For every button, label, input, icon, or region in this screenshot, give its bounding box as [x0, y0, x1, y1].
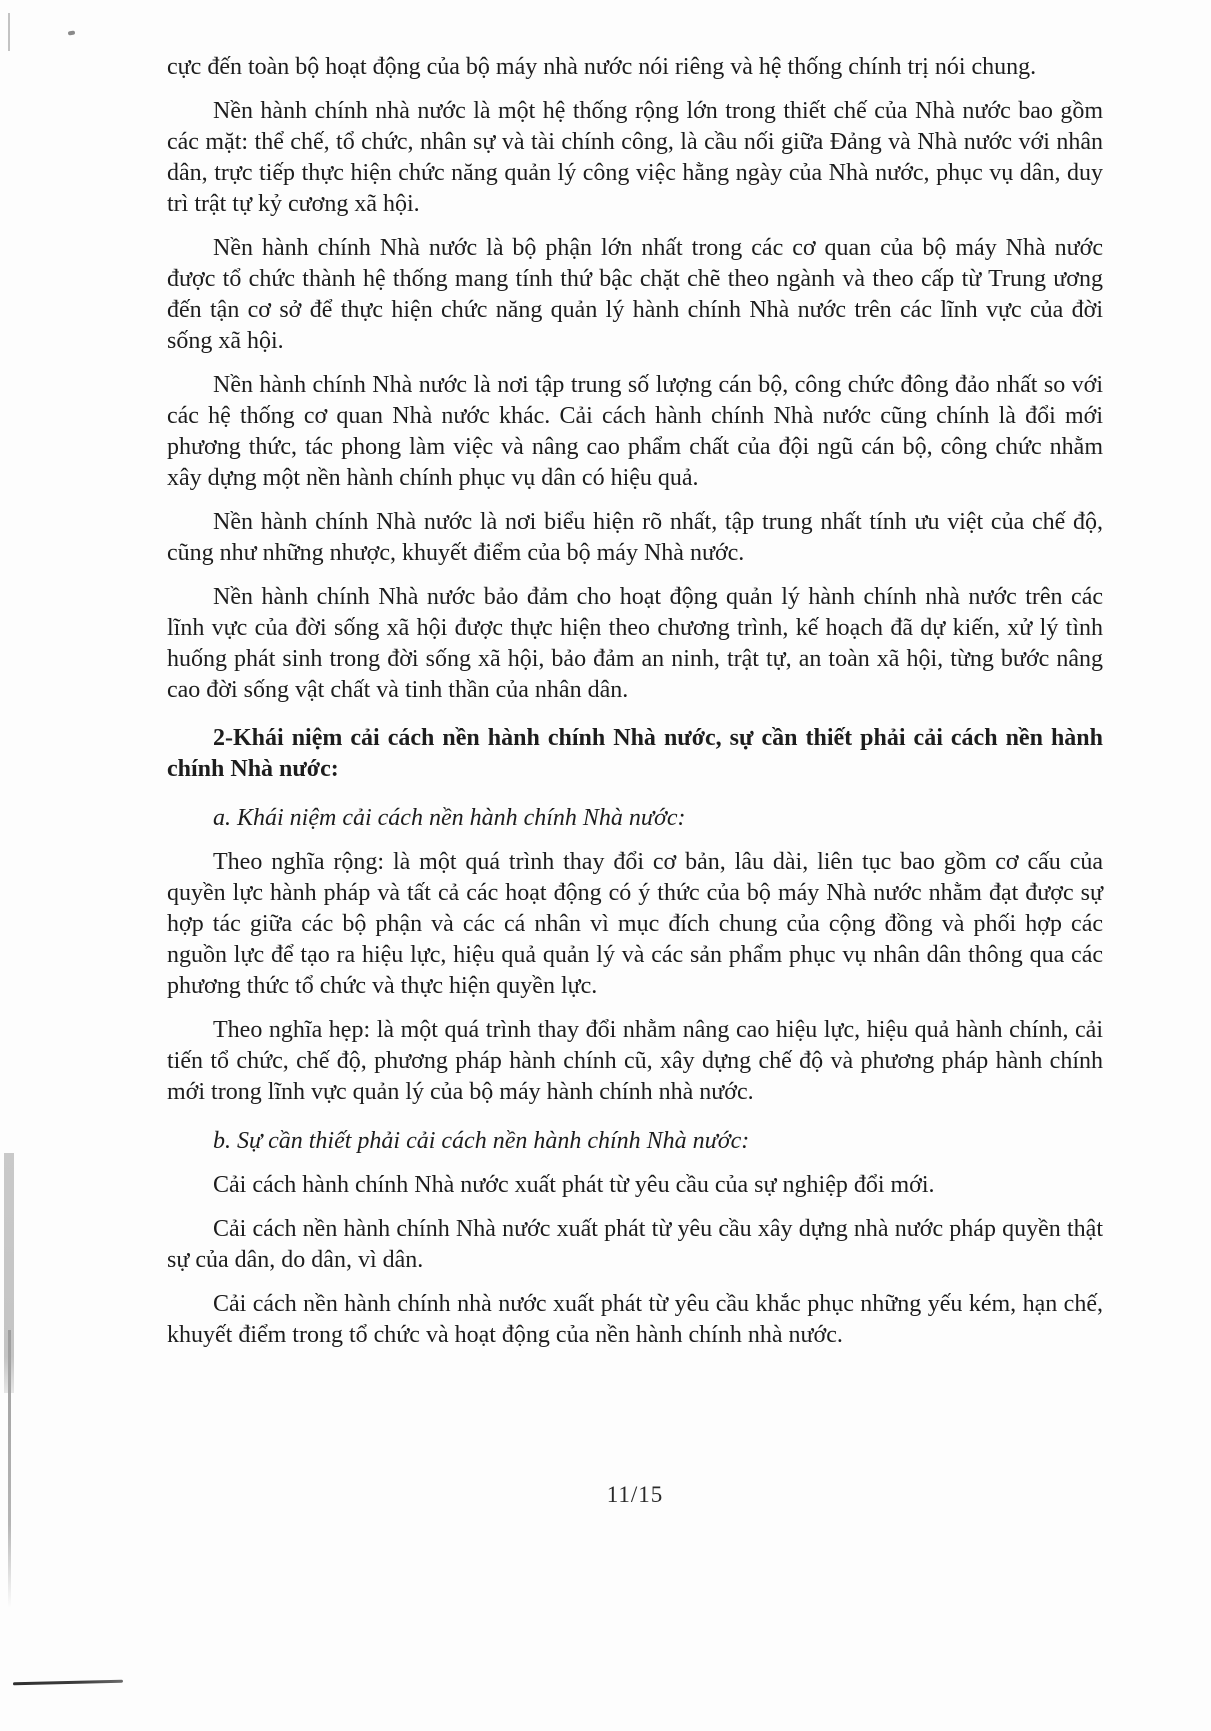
- section-2-heading: 2-Khái niệm cải cách nền hành chính Nhà nước, sự cần thiết phải cải cách nền hành chính Nhà nước:: [167, 725, 1103, 782]
- scan-artifact-dot-top-left: [68, 31, 75, 36]
- scan-artifact-horizontal-line-bottom-left: [13, 1680, 123, 1686]
- page-number: 11/15: [606, 1482, 664, 1507]
- scan-artifact-gray-streak-left-tail: [8, 1330, 11, 1608]
- subsection-b-heading: b. Sự cần thiết phải cải cách nền hành chính Nhà nước:: [213, 1128, 750, 1154]
- paragraph-body: Nền hành chính Nhà nước là bộ phận lớn nhất trong các cơ quan của bộ máy Nhà nước được tổ chức thành hệ thống mang tính thứ bậc chặt chẽ theo ngành và theo cấp từ Trung ương đến tận cơ sở để thực hiện chức năng quản lý hành chính Nhà nước trên các lĩnh vực của đời sống xã hội.: [167, 235, 1103, 354]
- paragraph-continuation: cực đến toàn bộ hoạt động của bộ máy nhà nước nói riêng và hệ thống chính trị nói chung.: [167, 54, 1037, 80]
- paragraph-body: Cải cách hành chính Nhà nước xuất phát từ yêu cầu của sự nghiệp đổi mới.: [213, 1172, 935, 1198]
- paragraph-body: Nền hành chính Nhà nước là nơi tập trung số lượng cán bộ, công chức đông đảo nhất so với các hệ thống cơ quan Nhà nước khác. Cải cách hành chính Nhà nước cũng chính là đổi mới phương thức, tác phong làm việc và nâng cao phẩm chất của đội ngũ cán bộ, công chức nhằm xây dựng một nền hành chính phục vụ dân có hiệu quả.: [167, 372, 1103, 491]
- paragraph-body: Cải cách nền hành chính Nhà nước xuất phát từ yêu cầu xây dựng nhà nước pháp quyền thật sự của dân, do dân, vì dân.: [167, 1216, 1103, 1273]
- paragraph-body: Nền hành chính Nhà nước bảo đảm cho hoạt động quản lý hành chính nhà nước trên các lĩnh vực của đời sống xã hội được thực hiện theo chương trình, kế hoạch đã dự kiến, xử lý tình huống phát sinh trong đời sống xã hội, bảo đảm an ninh, trật tự, an toàn xã hội, từng bước nâng cao đời sống vật chất và tinh thần của nhân dân.: [167, 584, 1103, 703]
- paragraph-body: Nền hành chính Nhà nước là nơi biểu hiện rõ nhất, tập trung nhất tính ưu việt của chế độ, cũng như những nhược, khuyết điểm của bộ máy Nhà nước.: [167, 509, 1103, 566]
- text-block: [167, 52, 1103, 1351]
- paragraph-body: Theo nghĩa rộng: là một quá trình thay đổi cơ bản, lâu dài, liên tục bao gồm cơ cấu của quyền lực hành pháp và tất cả các hoạt động có ý thức của bộ máy Nhà nước nhằm đạt được sự hợp tác giữa các bộ phận và các cá nhân vì mục đích chung của cộng đồng và phối hợp các nguồn lực để tạo ra hiệu lực, hiệu quả quản lý và các sản phẩm phục vụ nhân dân thông qua các phương thức tổ chức và thực hiện quyền lực.: [167, 849, 1103, 999]
- paragraph-body: Nền hành chính nhà nước là một hệ thống rộng lớn trong thiết chế của Nhà nước bao gồm các mặt: thể chế, tổ chức, nhân sự và tài chính công, là cầu nối giữa Đảng và Nhà nước với nhân dân, trực tiếp thực hiện chức năng quản lý công việc hằng ngày của Nhà nước, phục vụ dân, duy trì trật tự kỷ cương xã hội.: [167, 98, 1103, 217]
- paragraph-body: Theo nghĩa hẹp: là một quá trình thay đổi nhằm nâng cao hiệu lực, hiệu quả hành chính, cải tiến tổ chức, chế độ, phương pháp hành chính cũ, xây dựng chế độ và phương pháp hành chính mới trong lĩnh vực quản lý của bộ máy hành chính nhà nước.: [167, 1017, 1103, 1105]
- subsection-a-heading: a. Khái niệm cải cách nền hành chính Nhà nước:: [213, 805, 686, 831]
- paragraph-body: Cải cách nền hành chính nhà nước xuất phát từ yêu cầu khắc phục những yếu kém, hạn chế, khuyết điểm trong tổ chức và hoạt động của nền hành chính nhà nước.: [167, 1291, 1103, 1348]
- scan-artifact-vertical-line-top-left: [8, 13, 10, 51]
